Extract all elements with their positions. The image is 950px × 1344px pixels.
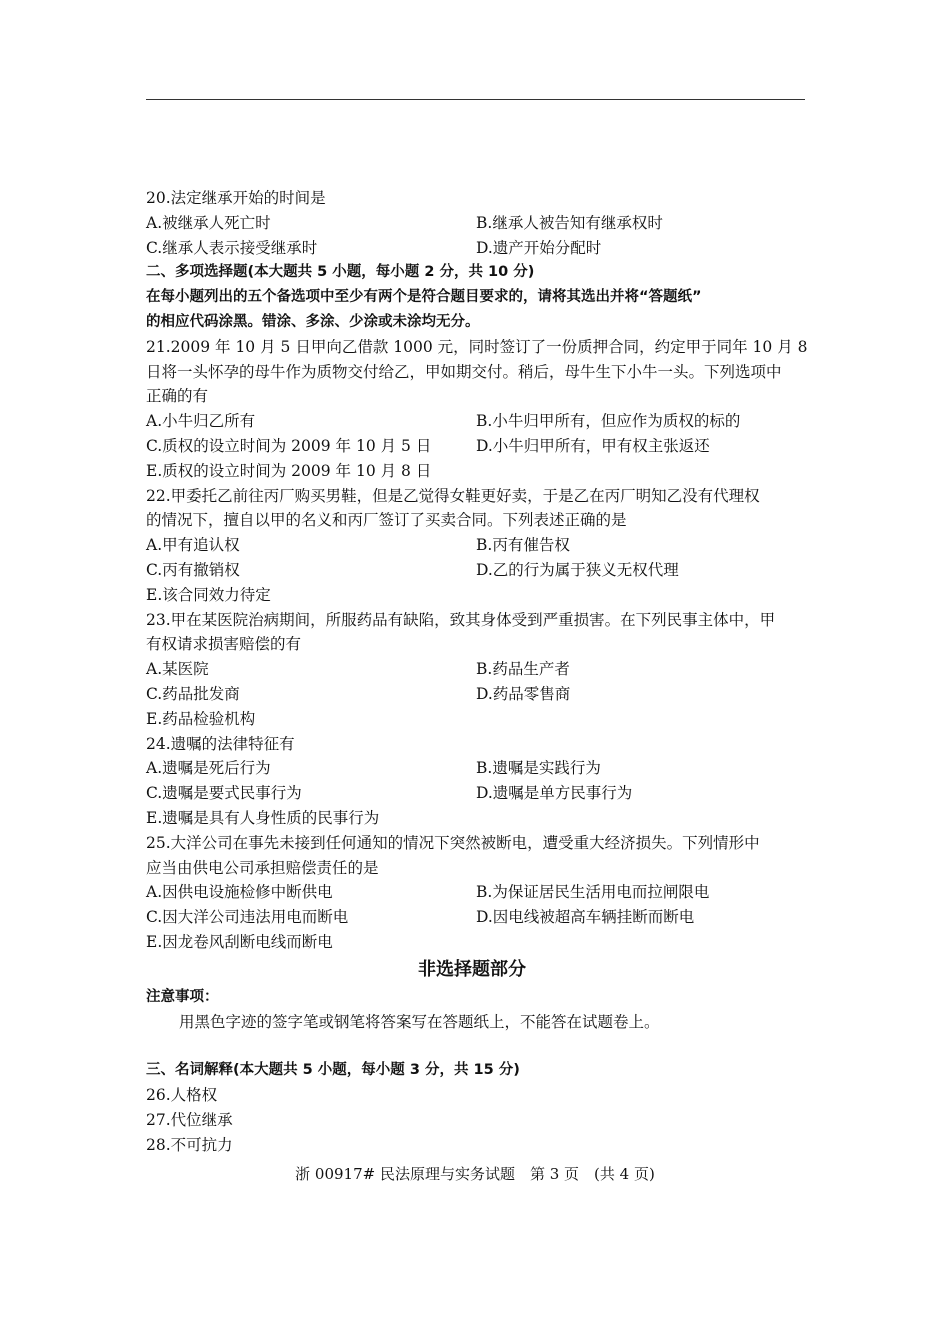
question-stem-line: 22.甲委托乙前往丙厂购买男鞋，但是乙觉得女鞋更好卖，于是乙在丙厂明知乙没有代理权 — [146, 486, 760, 505]
option-row — [146, 880, 806, 905]
option-a: A.被继承人死亡时 — [146, 213, 271, 232]
option-d: D.因电线被超高车辆挂断而断电 — [476, 908, 695, 927]
option-b: B.继承人被告知有继承权时 — [476, 213, 663, 232]
term-item: 27.代位继承 — [146, 1110, 233, 1129]
question-stem-line: 21.2009 年 10 月 5 日甲向乙借款 1000 元，同时签订了一份质押合同，约定甲于同年 10 月 8 — [146, 337, 808, 356]
option-row — [146, 409, 806, 434]
question-25 — [146, 831, 806, 955]
question-stem-line: 应当由供电公司承担赔偿责任的是 — [146, 858, 379, 877]
option-a: A.甲有追认权 — [146, 536, 240, 555]
option-d: D.药品零售商 — [476, 684, 571, 703]
question-stem-line: 有权请求损害赔偿的有 — [146, 635, 302, 654]
option-a: A.某医院 — [146, 660, 209, 679]
question-stem-line: 25.大洋公司在事先未接到任何通知的情况下突然被断电，遭受重大经济损失。下列情形中 — [146, 833, 760, 852]
option-d: D.小牛归甲所有，甲有权主张返还 — [476, 436, 710, 455]
option-row — [146, 533, 806, 558]
option-row — [146, 756, 806, 781]
notice-text: 用黑色字迹的签字笔或钢笔将答案写在答题纸上，不能答在试题卷上。 — [179, 1012, 660, 1031]
question-21 — [146, 335, 806, 484]
option-d: D.乙的行为属于狭义无权代理 — [476, 560, 679, 579]
question-23 — [146, 608, 806, 732]
option-e: E.质权的设立时间为 2009 年 10 月 8 日 — [146, 461, 432, 480]
spacer — [146, 1034, 806, 1058]
term-item: 26.人格权 — [146, 1086, 218, 1105]
option-e: E.该合同效力待定 — [146, 585, 271, 604]
option-b: B.药品生产者 — [476, 660, 570, 679]
question-24 — [146, 732, 806, 831]
option-b: B.遗嘱是实践行为 — [476, 759, 601, 778]
notice-label: 注意事项： — [146, 988, 219, 1005]
option-a: A.小牛归乙所有 — [146, 412, 256, 431]
question-stem-line: 24.遗嘱的法律特征有 — [146, 734, 295, 753]
question-stem-line: 日将一头怀孕的母牛作为质物交付给乙，甲如期交付。稍后，母牛生下小牛一头。下列选项中 — [146, 362, 782, 381]
question-stem-line: 23.甲在某医院治病期间，所服药品有缺陷，致其身体受到严重损害。在下列民事主体中，甲 — [146, 610, 776, 629]
option-c: C.丙有撤销权 — [146, 560, 240, 579]
option-c: C.因大洋公司违法用电而断电 — [146, 908, 349, 927]
option-e: E.药品检验机构 — [146, 709, 256, 728]
question-stem-line: 正确的有 — [146, 387, 209, 406]
option-row — [146, 905, 806, 930]
option-d: D.遗产开始分配时 — [476, 238, 602, 257]
page-footer: 浙 00917# 民法原理与实务试题 第 3 页 (共 4 页) — [295, 1165, 655, 1183]
page-content — [146, 186, 806, 1157]
option-b: B.小牛归甲所有，但应作为质权的标的 — [476, 412, 741, 431]
option-e: E.因龙卷风刮断电线而断电 — [146, 932, 333, 951]
option-c: C.遗嘱是要式民事行为 — [146, 784, 302, 803]
option-e: E.遗嘱是具有人身性质的民事行为 — [146, 808, 380, 827]
option-b: B.为保证居民生活用电而拉闸限电 — [476, 883, 710, 902]
option-d: D.遗嘱是单方民事行为 — [476, 784, 633, 803]
question-stem-line: 的情况下，擅自以甲的名义和丙厂签订了买卖合同。下列表述正确的是 — [146, 511, 627, 530]
option-row — [146, 236, 806, 261]
option-row — [146, 781, 806, 806]
header-rule — [146, 99, 805, 100]
option-row — [146, 682, 806, 707]
option-c: C.继承人表示接受继承时 — [146, 238, 318, 257]
option-row — [146, 657, 806, 682]
option-c: C.质权的设立时间为 2009 年 10 月 5 日 — [146, 436, 432, 455]
section-2-instructions-line-1: 在每小题列出的五个备选项中至少有两个是符合题目要求的，请将其选出并将“答题纸” — [146, 289, 702, 306]
option-row — [146, 558, 806, 583]
option-row — [146, 434, 806, 459]
option-a: A.因供电设施检修中断供电 — [146, 883, 333, 902]
section-2-heading: 二、多项选择题(本大题共 5 小题，每小题 2 分，共 10 分) — [146, 264, 535, 281]
option-row — [146, 211, 806, 236]
question-20 — [146, 186, 806, 260]
nonchoice-title: 非选择题部分 — [418, 958, 526, 980]
option-c: C.药品批发商 — [146, 684, 240, 703]
question-stem: 20.法定继承开始的时间是 — [146, 189, 326, 207]
section-3-heading: 三、名词解释(本大题共 5 小题，每小题 3 分，共 15 分) — [146, 1062, 520, 1079]
option-b: B.丙有催告权 — [476, 536, 570, 555]
term-item: 28.不可抗力 — [146, 1135, 233, 1154]
question-22 — [146, 484, 806, 608]
section-2-instructions-line-2: 的相应代码涂黑。错涂、多涂、少涂或未涂均无分。 — [146, 313, 480, 330]
option-a: A.遗嘱是死后行为 — [146, 759, 271, 778]
